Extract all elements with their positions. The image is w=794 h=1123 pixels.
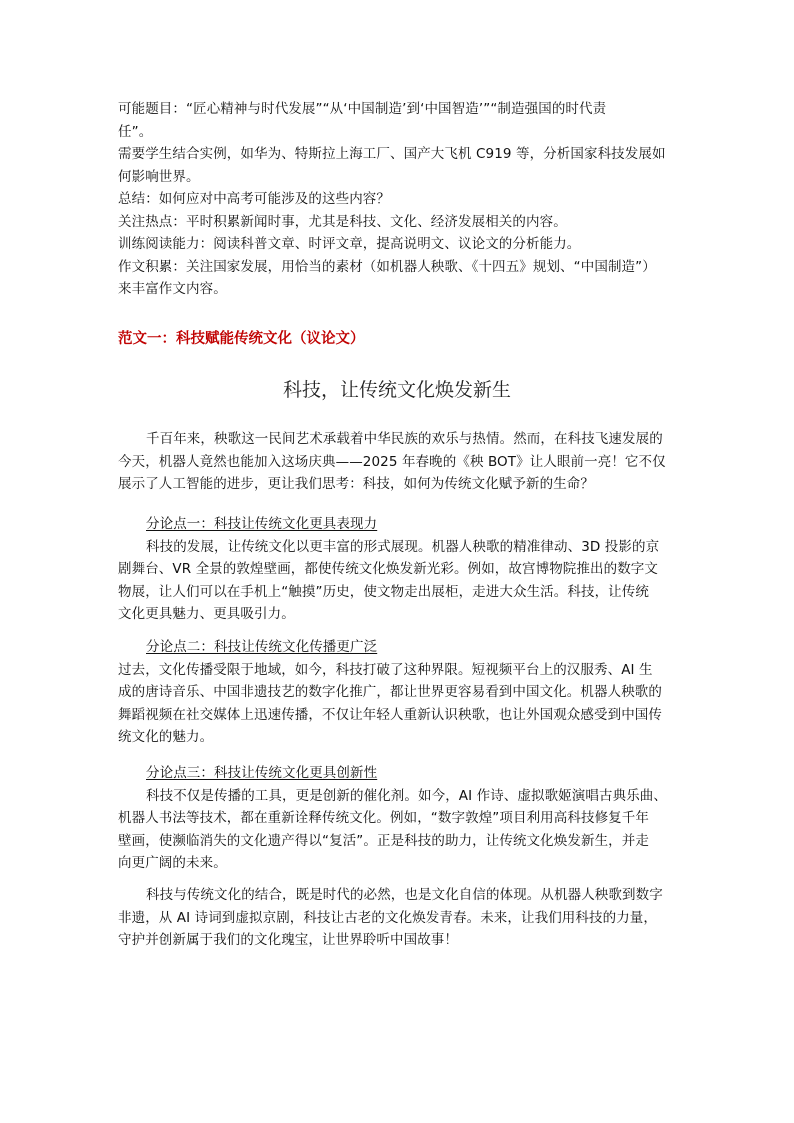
intro-line: 任”。 [118,123,153,140]
paragraph-line: 成的唐诗音乐、中国非遗技艺的数字化推广，都让世界更容易看到中国文化。机器人秧歌的 [118,684,662,700]
paragraph-line: 科技不仅是传播的工具，更是创新的催化剂。如今，AI 作诗、虚拟歌姬演唱古典乐曲、 [146,787,668,804]
conclusion-paragraph [118,884,684,952]
paragraph-line: 壁画，使濒临消失的文化遗产得以“复活”。正是科技的助力，让传统文化焕发新生，并走 [118,832,649,849]
intro-line: 关注热点：平时积累新闻时事，尤其是科技、文化、经济发展相关的内容。 [118,213,567,230]
intro-line: 可能题目：“匠心精神与时代发展”“从‘中国制造’到‘中国智造’”“制造强国的时代责 [118,101,607,117]
paragraph-line: 舞蹈视频在社交媒体上迅速传播，不仅让年轻人重新认识秧歌，也让外国观众感受到中国传 [118,706,662,723]
paragraph-line: 过去，文化传播受限于地域，如今，科技打破了这种界限。短视频平台上的汉服秀、AI 生 [118,661,653,678]
intro-notes [118,98,684,301]
paragraph-line: 科技的发展，让传统文化以更丰富的形式展现。机器人秧歌的精准律动、3D 投影的京 [146,538,660,555]
paragraph-line: 科技与传统文化的结合，既是时代的必然，也是文化自信的体现。从机器人秧歌到数字 [146,887,663,903]
sub-point-3 [118,762,684,875]
essay-title: 科技，让传统文化焕发新生 [282,379,511,401]
opening-paragraph [118,428,684,496]
paragraph-line: 机器人书法等技术，都在重新诠释传统文化。例如，“数字敦煌”项目利用高科技修复千年 [118,810,649,826]
paragraph-line: 统文化的魅力。 [118,729,214,745]
intro-line: 训练阅读能力：阅读科普文章、时评文章，提高说明文、议论文的分析能力。 [118,236,581,252]
intro-line: 何影响世界。 [118,168,200,185]
sub-point-heading: 分论点一：科技让传统文化更具表现力 [146,516,378,532]
sub-point-heading: 分论点二：科技让传统文化传播更广泛 [146,639,378,655]
paragraph-line: 今天，机器人竟然也能加入这场庆典——2025 年春晚的《秧 BOT》让人眼前一亮！它不仅 [118,453,666,470]
sub-point-2 [118,636,684,749]
section-title: 范文一：科技赋能传统文化（议论文） [118,330,365,347]
paragraph-line: 守护并创新属于我们的文化瑰宝，让世界聆听中国故事！ [118,932,458,948]
paragraph-line: 文化更具魅力、更具吸引力。 [118,606,295,622]
sub-point-heading: 分论点三：科技让传统文化更具创新性 [146,765,378,781]
sub-point-1 [118,513,684,626]
paragraph-line: 展示了人工智能的进步，更让我们思考：科技，如何为传统文化赋予新的生命？ [118,476,594,492]
paragraph-line: 物展，让人们可以在手机上“触摸”历史，使文物走出展柜，走进大众生活。科技，让传统 [118,583,649,600]
intro-line: 作文积累：关注国家发展，用恰当的素材（如机器人秧歌、《十四五》规划、“中国制造”） [118,258,656,275]
intro-line: 需要学生结合实例，如华为、特斯拉上海工厂、国产大飞机 C919 等，分析国家科技发展如 [118,146,666,162]
paragraph-line: 剧舞台、VR 全景的敦煌壁画，都使传统文化焕发新光彩。例如，故宫博物院推出的数字文 [118,561,659,577]
paragraph-line: 千百年来，秧歌这一民间艺术承载着中华民族的欢乐与热情。然而，在科技飞速发展的 [146,431,663,447]
paragraph-line: 非遗，从 AI 诗词到虚拟京剧，科技让古老的文化焕发青春。未来，让我们用科技的力量， [118,909,657,926]
intro-line: 总结：如何应对中高考可能涉及的这些内容？ [118,191,390,207]
intro-line: 来丰富作文内容。 [118,281,227,297]
paragraph-line: 向更广阔的未来。 [118,855,227,871]
